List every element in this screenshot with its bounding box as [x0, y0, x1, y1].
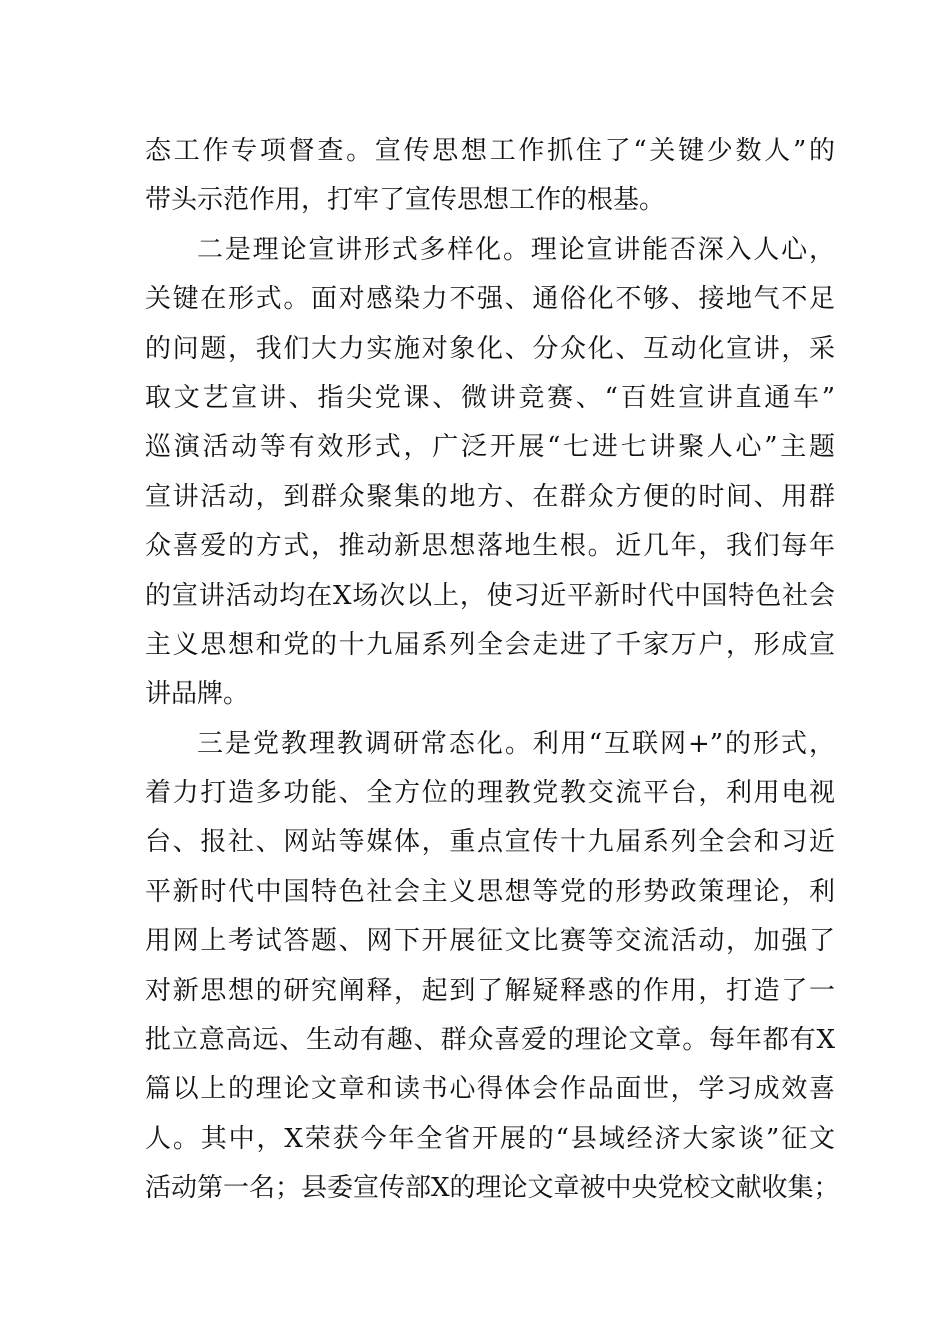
text-line: 讲品牌。 — [145, 679, 250, 710]
text-line: 主义思想和党的十九届系列全会走进了千家万户，形成宣 — [145, 629, 835, 660]
text-line: 人。其中，X荣获今年全省开展的“县域经济大家谈”征文 — [145, 1123, 835, 1154]
text-line: 众喜爱的方式，推动新思想落地生根。近几年，我们每年 — [145, 531, 835, 562]
text-line: 用网上考试答题、网下开展征文比赛等交流活动，加强了 — [145, 926, 835, 957]
document-body — [145, 127, 840, 1214]
text-line: 关键在形式。面对感染力不强、通俗化不够、接地气不足 — [145, 284, 835, 315]
text-line: 的宣讲活动均在X场次以上，使习近平新时代中国特色社会 — [145, 580, 835, 611]
text-line: 着力打造多功能、全方位的理教党教交流平台，利用电视 — [145, 778, 835, 809]
text-line: 的问题，我们大力实施对象化、分众化、互动化宣讲，采 — [145, 333, 835, 364]
text-line: 取文艺宣讲、指尖党课、微讲竞赛、“百姓宣讲直通车” — [145, 382, 835, 413]
text-line: 批立意高远、生动有趣、群众喜爱的理论文章。每年都有X — [145, 1025, 835, 1056]
paragraph-start-line: 三是党教理教调研常态化。利用“互联网+”的形式， — [197, 728, 835, 759]
text-line: 篇以上的理论文章和读书心得体会作品面世，学习成效喜 — [145, 1074, 835, 1105]
text-line: 平新时代中国特色社会主义思想等党的形势政策理论，利 — [145, 876, 835, 907]
text-line: 宣讲活动，到群众聚集的地方、在群众方便的时间、用群 — [145, 481, 835, 512]
text-line: 活动第一名；县委宣传部X的理论文章被中央党校文献收集； — [145, 1173, 840, 1204]
text-line: 台、报社、网站等媒体，重点宣传十九届系列全会和习近 — [145, 827, 835, 858]
paragraph-start-line: 二是理论宣讲形式多样化。理论宣讲能否深入人心， — [197, 234, 835, 265]
text-line: 巡演活动等有效形式，广泛开展“七进七讲聚人心”主题 — [145, 432, 835, 463]
text-line: 带头示范作用，打牢了宣传思想工作的根基。 — [145, 185, 666, 216]
text-line: 对新思想的研究阐释，起到了解疑释惑的作用，打造了一 — [145, 975, 835, 1006]
text-line: 态工作专项督查。宣传思想工作抓住了“关键少数人”的 — [145, 136, 835, 166]
